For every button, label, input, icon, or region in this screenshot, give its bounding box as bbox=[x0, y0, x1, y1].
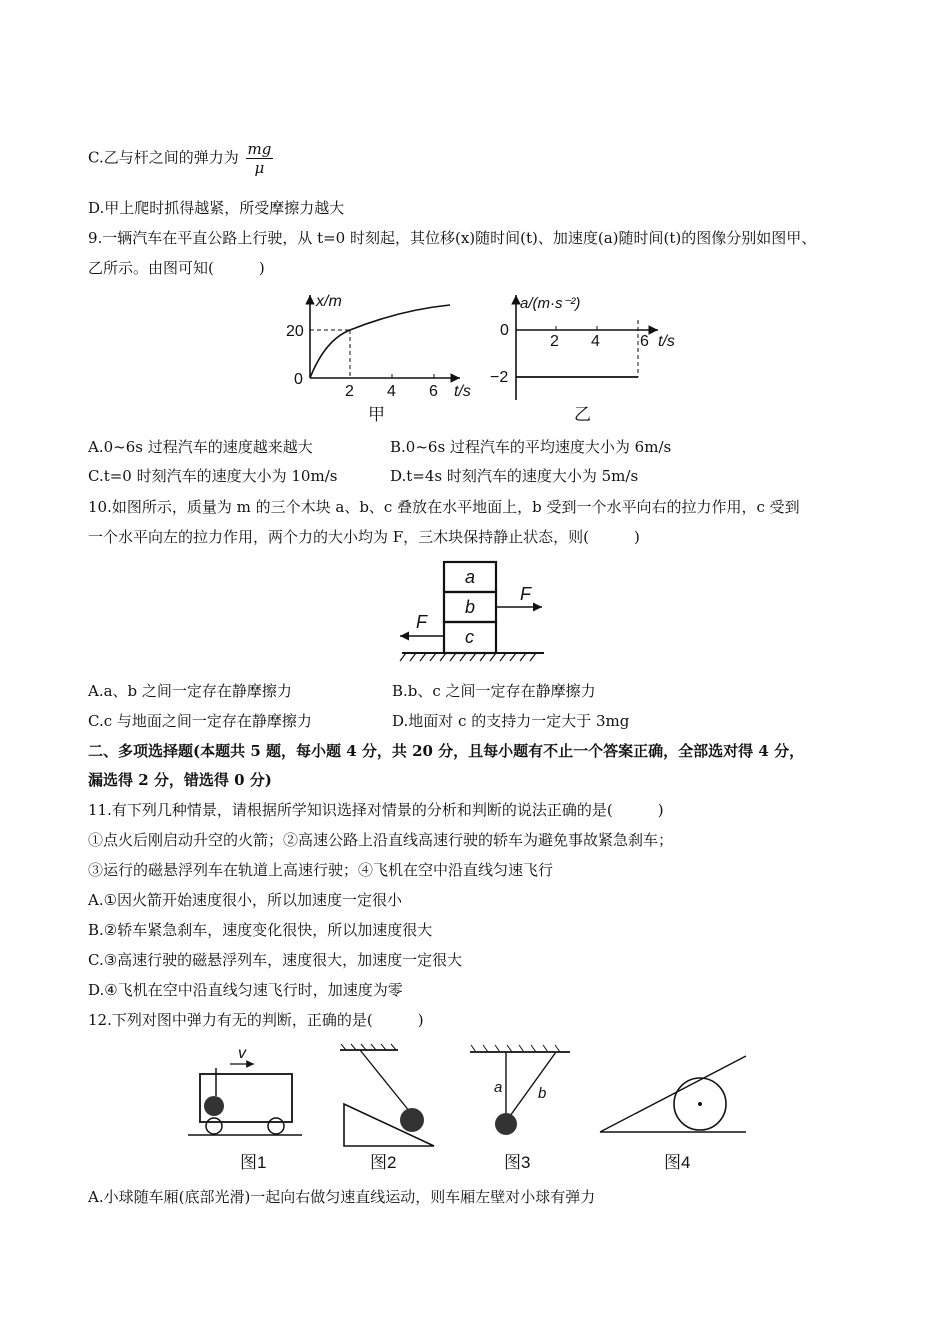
q9-option-a: A.0~6s 过程汽车的速度越来越大 bbox=[88, 438, 313, 456]
q9-stem-line1: 9.一辆汽车在平直公路上行驶，从 t=0 时刻起，其位移(x)随时间(t)、加速度(a)随时间(t)的图像分别如图甲、 bbox=[88, 229, 817, 247]
t-tick-2: 2 bbox=[550, 333, 559, 350]
q11-option-c: C.③高速行驶的磁悬浮列车，速度很大，加速度一定很大 bbox=[88, 951, 463, 969]
q12-option-a: A.小球随车厢(底部光滑)一起向右做匀速直线运动，则车厢左壁对小球有弹力 bbox=[88, 1188, 596, 1206]
q10-option-d: D.地面对 c 的支持力一定大于 3mg bbox=[392, 712, 630, 730]
svg-text:图3: 图3 bbox=[504, 1153, 531, 1172]
q10-stem-line1: 10.如图所示，质量为 m 的三个木块 a、b、c 叠放在水平地面上，b 受到一个水平向右的拉力作用，c 受到 bbox=[88, 498, 800, 516]
svg-text:b: b bbox=[538, 1085, 547, 1102]
q10-stem-line2: 一个水平向左的拉力作用，两个力的大小均为 F，三木块保持静止状态，则( ) bbox=[88, 528, 640, 546]
svg-text:a: a bbox=[494, 1079, 503, 1096]
q11-scenario-1: ①点火后刚启动升空的火箭；②高速公路上沿直线高速行驶的轿车为避免事故紧急刹车； bbox=[88, 831, 674, 849]
label-b: b bbox=[465, 597, 476, 617]
figure-4-ball-in-wedge bbox=[600, 1056, 746, 1172]
q8-option-c: C.乙与杆之间的弹力为 $\frac{mg}{\mu}$ bbox=[88, 140, 272, 177]
graph-caption-yi: 乙 bbox=[574, 405, 591, 424]
x-tick-6: 6 bbox=[429, 383, 438, 400]
q11-option-d: D.④飞机在空中沿直线匀速飞行时，加速度为零 bbox=[88, 981, 403, 999]
x-axis-label: t/s bbox=[454, 383, 471, 400]
y-axis-label: x/m bbox=[316, 293, 342, 310]
q11-stem: 11.有下列几种情景，请根据所学知识选择对情景的分析和判断的说法正确的是( ) bbox=[88, 801, 664, 819]
section2-heading-line2: 漏选得 2 分，错选得 0 分) bbox=[88, 771, 272, 789]
q11-scenario-2: ③运行的磁悬浮列车在轨道上高速行驶；④飞机在空中沿直线匀速飞行 bbox=[88, 861, 554, 879]
q10-option-c: C.c 与地面之间一定存在静摩擦力 bbox=[88, 712, 312, 730]
figure-3-hanging-ball bbox=[470, 1045, 570, 1172]
q11-option-b: B.②轿车紧急刹车，速度变化很快，所以加速度很大 bbox=[88, 921, 433, 939]
label-c: c bbox=[465, 627, 474, 647]
svg-text:图1: 图1 bbox=[240, 1153, 267, 1172]
label-a: a bbox=[465, 567, 476, 587]
t-tick-4: 4 bbox=[591, 333, 600, 350]
q9-graph-displacement bbox=[280, 290, 480, 430]
q10-option-a: A.a、b 之间一定存在静摩擦力 bbox=[88, 682, 292, 700]
q10-option-b: B.b、c 之间一定存在静摩擦力 bbox=[392, 682, 596, 700]
figure-2-incline-ball bbox=[340, 1044, 434, 1172]
q12-figures bbox=[180, 1040, 760, 1180]
q9-option-b: B.0~6s 过程汽车的平均速度大小为 6m/s bbox=[390, 438, 672, 456]
x-tick-2: 2 bbox=[345, 383, 354, 400]
t-axis-label: t/s bbox=[658, 333, 675, 350]
q12-stem: 12.下列对图中弹力有无的判断，正确的是( ) bbox=[88, 1011, 424, 1029]
q11-option-a: A.①因火箭开始速度很小，所以加速度一定很小 bbox=[88, 891, 403, 909]
section2-heading-line1: 二、多项选择题(本题共 5 题，每小题 4 分，共 20 分，且每小题有不止一个答案正确，全部选对得 4 分， bbox=[88, 742, 805, 760]
fraction-mg-over-mu: $\frac{mg}{\mu}$ bbox=[247, 140, 272, 177]
t-tick-6: 6 bbox=[640, 333, 649, 350]
force-left-label: F bbox=[416, 612, 427, 632]
y-tick-neg2: −2 bbox=[490, 369, 509, 386]
force-right-label: F bbox=[520, 584, 531, 604]
q9-graph-acceleration bbox=[486, 290, 686, 430]
figure-1-cart bbox=[188, 1045, 302, 1172]
graph-caption-jia: 甲 bbox=[368, 405, 385, 424]
q9-option-d: D.t=4s 时刻汽车的速度大小为 5m/s bbox=[390, 467, 639, 485]
q8-option-d: D.甲上爬时抓得越紧，所受摩擦力越大 bbox=[88, 199, 345, 217]
svg-text:图4: 图4 bbox=[664, 1153, 691, 1172]
y-tick-20: 20 bbox=[286, 323, 304, 340]
svg-text:v: v bbox=[238, 1045, 246, 1062]
svg-text:图2: 图2 bbox=[370, 1153, 397, 1172]
x-tick-4: 4 bbox=[387, 383, 396, 400]
displacement-curve bbox=[310, 305, 450, 378]
y-tick-0: 0 bbox=[500, 322, 509, 339]
origin-label: 0 bbox=[294, 371, 303, 388]
q9-stem-line2: 乙所示。由图可知( ) bbox=[88, 259, 265, 277]
q10-block-figure bbox=[392, 558, 552, 678]
q9-option-c: C.t=0 时刻汽车的速度大小为 10m/s bbox=[88, 467, 338, 485]
y-axis-label: a/(m·s⁻²) bbox=[520, 295, 581, 312]
